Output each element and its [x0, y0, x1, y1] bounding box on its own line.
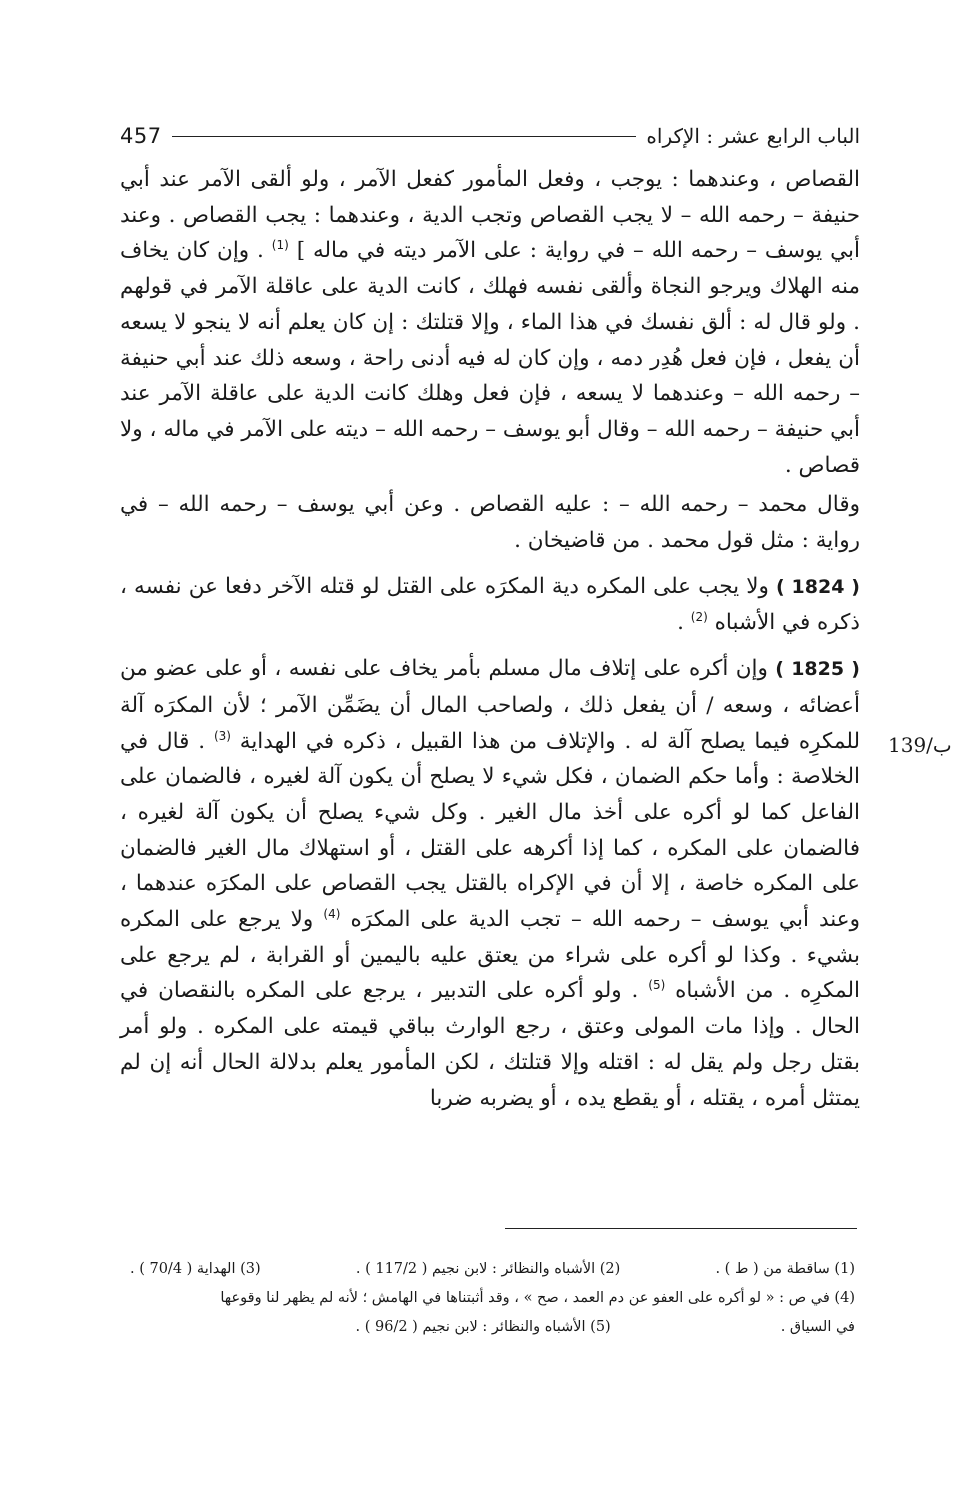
footnote-ref-3: (3) — [213, 728, 231, 743]
paragraph-1-tail: . وإن كان يخاف منه الهلاك ويرجو النجاة وألقى نفسه فهلك ، كانت الدية على عاقلة الآمر في قولهم . ولو قال له : ألق نفسك في هذا الماء ، وإلا قتلتك : إن كان يعلم أنه لا ينجو لا يسعه أن يفعل ، فإن فعل هُدِر دمه ، وإن كان له فيه أدنى راحة ، وسعه ذلك عند أبي حنيفة – رحمه الله – وعندهما لا يسعه ، فإن فعل وهلك كانت الدية على عاقلة الآمر عند أبي حنيفة – رحمه الله – وقال أبو يوسف – رحمه الله – ديته على الآمر في ماله ، ولا قصاص . — [120, 238, 860, 478]
footnote-4: (4) في ص : « لو أكره على العفو عن دم العمد ، صح » ، وقد أثبتناها في الهامش ؛ لأنه لم يظهر لنا وقوعها — [220, 1290, 855, 1306]
paragraph-1825-text-a: وإن أكره على إتلاف مال مسلم بأمر يخاف على نفسه ، أو على عضو من أعضائه ، وسعه / أن يفعل ذلك ، ولصاحب المال أن يضَمِّن الآمر ؛ لأن المكرَه آلة للمكرِه فيما يصلح آلة له . والإتلاف من هذا القبيل ، ذكره في الهداية — [120, 656, 860, 754]
margin-folio-note: 139/ب — [888, 733, 952, 757]
page-header — [120, 118, 860, 154]
footnote-separator — [505, 1228, 857, 1229]
main-text — [120, 162, 860, 1116]
article-number-1825: ( 1825 ) — [775, 658, 860, 681]
paragraph-1-text: القصاص ، وعندهما : يوجب ، وفعل المأمور كفعل الآمر ، ولو ألقى الآمر عند أبي حنيفة – رحمه الله – لا يجب القصاص وتجب الدية ، وعندهما : يجب القصاص . وعند أبي يوسف – رحمه الله – في رواية : على الآمر ديته في ماله ] — [120, 167, 860, 264]
paragraph-1824 — [120, 569, 860, 641]
paragraph-2-text: وقال محمد – رحمه الله – : عليه القصاص . وعن أبي يوسف – رحمه الله – في رواية : مثل قول محمد . من قاضيخان . — [120, 492, 860, 554]
footnote-3: (3) الهداية ( 70/4 ) . — [130, 1261, 261, 1277]
footnote-2: (2) الأشباه والنظائر : لابن نجيم ( 117/2 ) . — [355, 1261, 621, 1277]
header-rule — [172, 136, 637, 137]
footnote-1: (1) ساقطة من ( ط ) . — [715, 1261, 855, 1277]
paragraph-1 — [120, 162, 860, 483]
footnote-ref-1: (1) — [271, 238, 289, 253]
running-head: الباب الرابع عشر : الإكراه — [646, 124, 860, 148]
paragraph-1824-text: ولا يجب على المكره دية المكرَه على القتل لو قتله الآخر دفعا عن نفسه ، ذكره في الأشباه — [120, 573, 860, 636]
footnote-4-continuation: في السياق . — [780, 1319, 855, 1335]
paragraph-1825 — [120, 651, 860, 1116]
paragraph-2 — [120, 487, 860, 558]
footnote-ref-5: (5) — [648, 978, 666, 993]
footnote-ref-4: (4) — [323, 906, 341, 921]
footnote-5: (5) الأشباه والنظائر : لابن نجيم ( 96/2 ) . — [355, 1319, 611, 1335]
article-number-1824: ( 1824 ) — [775, 575, 860, 598]
page-number: 457 — [120, 124, 162, 148]
paragraph-1825-text-b: . قال في الخلاصة : وأما حكم الضمان ، فكل شيء لا يصلح أن يكون آلة لغيره ، فالضمان على الفاعل كما لو أكره على أخذ مال الغير . وكل شيء يصلح أن يكون آلة لغيره ، فالضمان على المكره ، كما إذا أكرهه على القتل ، أو استهلاك مال الغير فالضمان على المكره خاصة ، إلا أن في الإكراه بالقتل يجب القصاص على المكرَه عندهما ، وعند أبي يوسف – رحمه الله – تجب الدية على المكرَه — [120, 728, 860, 933]
paragraph-1825-text-d: . ولو أكره على التدبير ، يرجع على المكره بالنقصان في الحال . وإذا مات المولى وعتق ، رجع الوارث بباقي قيمته على المكره . ولو أمر بقتل رجل ولم يقل له : اقتله وإلا قتلتك ، لكن المأمور يعلم بدلالة الحال أنه إن لم يمتثل أمره ، يقتله ، أو يقطع يده ، أو يضربه ضربا — [120, 978, 860, 1111]
footnote-ref-2: (2) — [690, 610, 708, 625]
footnote-row-3 — [130, 1313, 855, 1342]
paragraph-1825-text-c: ولا يرجع على المكره بشيء . وكذا لو أكره على شراء من يعتق عليه باليمين أو القرابة ، لم يرجع على المكرِه . من الأشباه — [120, 907, 860, 1004]
paragraph-1824-tail: . — [677, 610, 684, 636]
footnotes — [130, 1255, 855, 1342]
footnote-row-1 — [130, 1255, 855, 1284]
